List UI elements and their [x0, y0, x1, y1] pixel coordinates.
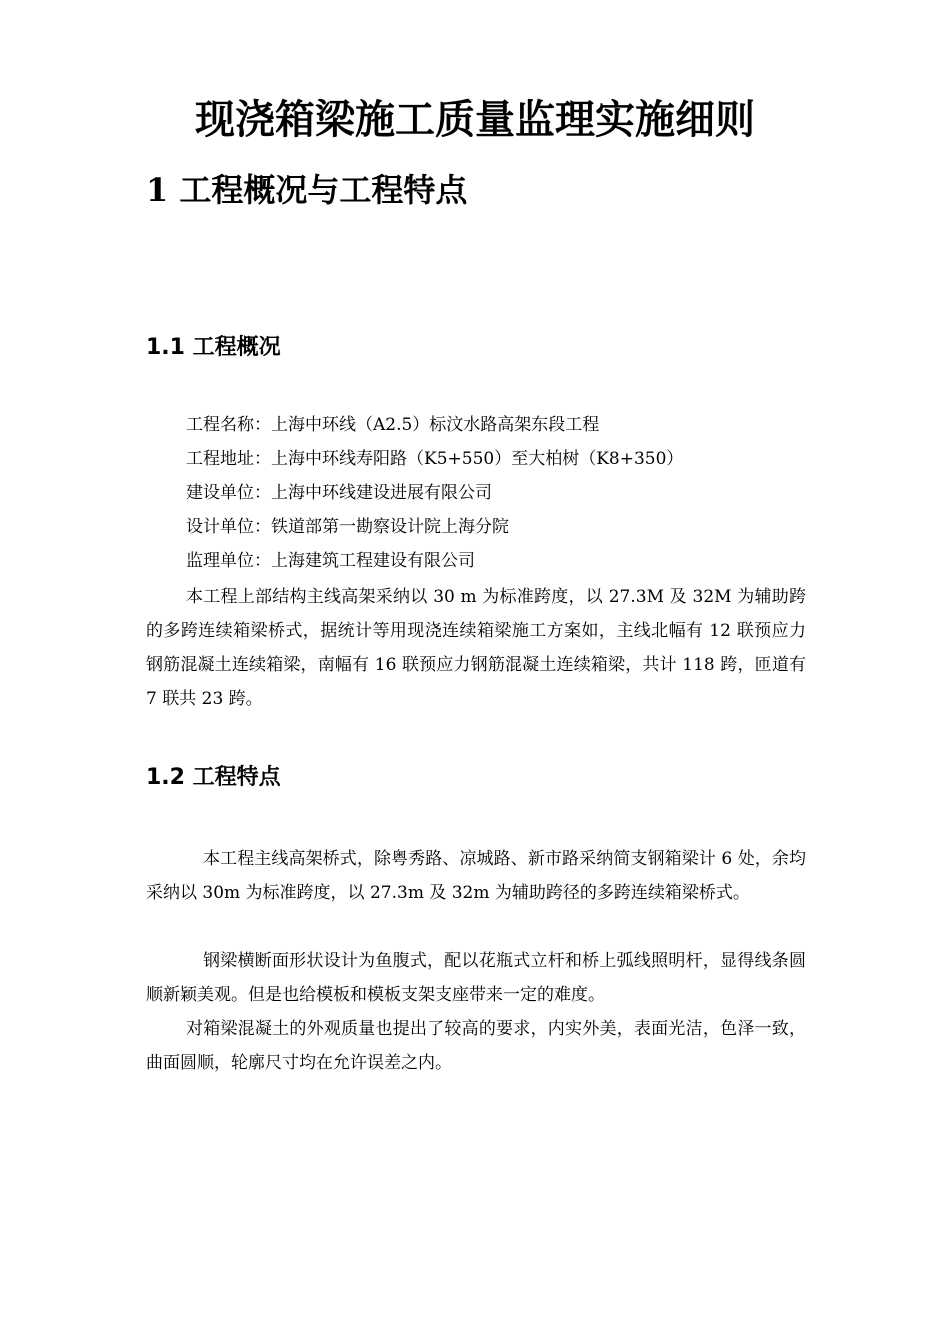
- features-paragraph-1: 本工程主线高架桥式，除粤秀路、凉城路、新市路采纳简支钢箱梁计 6 处，余均采纳以 30m 为标准跨度，以 27.3m 及 32m 为辅助跨径的多跨连续箱梁桥式。: [146, 849, 806, 903]
- features-paragraph-2: 钢梁横断面形状设计为鱼腹式，配以花瓶式立杆和桥上弧线照明杆，显得线条圆顺新颖美观。但是也给模板和模板支架支座带来一定的难度。: [146, 951, 806, 1005]
- project-name-line: 工程名称：上海中环线（A2.5）标汶水路高架东段工程: [186, 415, 600, 435]
- chapter-heading: 1 工程概况与工程特点: [146, 171, 468, 209]
- project-info-list: [186, 408, 683, 578]
- design-unit-line: 设计单位：铁道部第一勘察设计院上海分院: [186, 517, 509, 537]
- overview-paragraph: 本工程上部结构主线高架采纳以 30 m 为标准跨度，以 27.3M 及 32M 为辅助跨的多跨连续箱梁桥式，据统计等用现浇连续箱梁施工方案如，主线北幅有 12 联预应力钢筋混凝土连续箱梁，南幅有 16 联预应力钢筋混凝土连续箱梁，共计 118 跨，匝道有 7 联共 23 跨。: [146, 587, 806, 709]
- supervision-unit-line: 监理单位：上海建筑工程建设有限公司: [186, 551, 475, 571]
- owner-unit-line: 建设单位：上海中环线建设进展有限公司: [186, 483, 492, 503]
- section-heading-features: 1.2 工程特点: [146, 765, 281, 790]
- section-heading-overview: 1.1 工程概况: [146, 335, 281, 360]
- features-paragraph-3: 对箱梁混凝土的外观质量也提出了较高的要求，内实外美，表面光洁，色泽一致，曲面圆顺，轮廓尺寸均在允许误差之内。: [146, 1019, 806, 1073]
- document-title: 现浇箱梁施工质量监理实施细则: [195, 96, 755, 143]
- project-address-line: 工程地址：上海中环线寿阳路（K5+550）至大柏树（K8+350）: [186, 449, 684, 469]
